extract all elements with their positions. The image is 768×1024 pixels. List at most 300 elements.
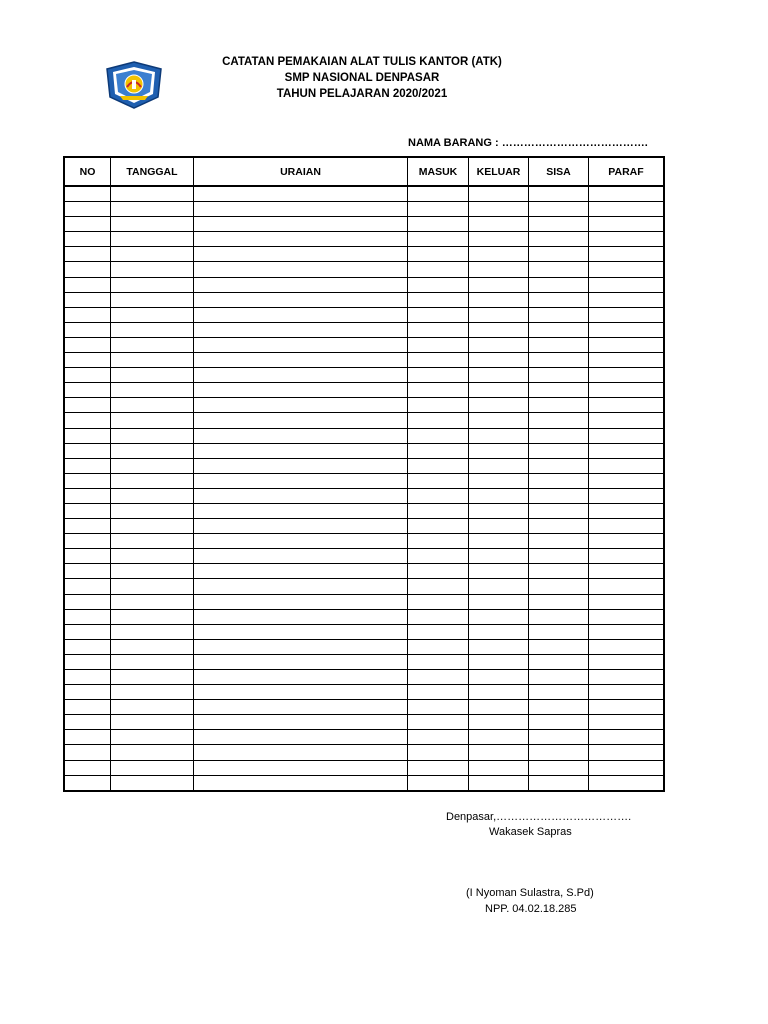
table-cell[interactable] [111,232,194,247]
table-cell[interactable] [65,700,111,715]
table-cell[interactable] [194,715,408,730]
table-cell[interactable] [408,398,469,413]
table-cell[interactable] [469,654,529,669]
table-cell[interactable] [469,745,529,760]
table-cell[interactable] [589,262,664,277]
table-cell[interactable] [589,292,664,307]
table-cell[interactable] [469,594,529,609]
table-row [65,715,664,730]
table-cell[interactable] [529,383,589,398]
table-cell[interactable] [529,458,589,473]
table-cell[interactable] [65,549,111,564]
table-cell[interactable] [408,232,469,247]
table-cell[interactable] [194,383,408,398]
table-cell[interactable] [529,579,589,594]
table-cell[interactable] [194,368,408,383]
table-cell[interactable] [529,353,589,368]
table-cell[interactable] [111,292,194,307]
table-cell[interactable] [65,730,111,745]
table-cell[interactable] [589,594,664,609]
table-cell[interactable] [408,654,469,669]
table-cell[interactable] [408,609,469,624]
table-cell[interactable] [469,458,529,473]
table-cell[interactable] [65,745,111,760]
signatory-name: (I Nyoman Sulastra, S.Pd) [466,887,594,899]
table-cell[interactable] [589,670,664,685]
table-cell[interactable] [469,534,529,549]
table-cell[interactable] [65,337,111,352]
table-cell[interactable] [408,368,469,383]
table-cell[interactable] [111,277,194,292]
table-cell[interactable] [589,368,664,383]
table-cell[interactable] [65,458,111,473]
table-cell[interactable] [111,775,194,790]
table-cell[interactable] [529,639,589,654]
table-cell[interactable] [111,745,194,760]
table-cell[interactable] [65,217,111,232]
table-cell[interactable] [65,322,111,337]
table-cell[interactable] [589,322,664,337]
table-cell[interactable] [111,519,194,534]
table-cell[interactable] [469,519,529,534]
table-cell[interactable] [589,760,664,775]
table-cell[interactable] [65,519,111,534]
table-cell[interactable] [111,594,194,609]
table-cell[interactable] [111,700,194,715]
column-header-no: NO [65,158,111,187]
table-cell[interactable] [408,277,469,292]
table-cell[interactable] [65,609,111,624]
table-cell[interactable] [408,730,469,745]
table-cell[interactable] [469,473,529,488]
table-cell[interactable] [469,232,529,247]
table-cell[interactable] [469,368,529,383]
table-cell[interactable] [65,277,111,292]
table-cell[interactable] [111,217,194,232]
table-cell[interactable] [194,760,408,775]
table-cell[interactable] [589,715,664,730]
table-cell[interactable] [589,609,664,624]
table-cell[interactable] [408,337,469,352]
table-cell[interactable] [408,443,469,458]
table-cell[interactable] [529,337,589,352]
table-cell[interactable] [589,639,664,654]
table-cell[interactable] [469,488,529,503]
table-cell[interactable] [469,443,529,458]
table-cell[interactable] [408,579,469,594]
table-cell[interactable] [408,383,469,398]
table-cell[interactable] [65,503,111,518]
table-cell[interactable] [529,247,589,262]
table-row [65,519,664,534]
table-cell[interactable] [65,639,111,654]
table-cell[interactable] [469,337,529,352]
table-cell[interactable] [469,609,529,624]
table-cell[interactable] [111,503,194,518]
table-cell[interactable] [469,428,529,443]
table-cell[interactable] [529,670,589,685]
table-cell[interactable] [529,503,589,518]
table-cell[interactable] [589,398,664,413]
table-cell[interactable] [194,202,408,217]
table-row [65,277,664,292]
table-cell[interactable] [111,624,194,639]
table-cell[interactable] [529,232,589,247]
table-cell[interactable] [194,458,408,473]
table-cell[interactable] [65,624,111,639]
table-cell[interactable] [589,654,664,669]
table-cell[interactable] [589,503,664,518]
table-cell[interactable] [111,398,194,413]
table-cell[interactable] [111,428,194,443]
table-cell[interactable] [469,685,529,700]
table-cell[interactable] [529,186,589,202]
table-cell[interactable] [194,232,408,247]
table-cell[interactable] [529,700,589,715]
table-cell[interactable] [111,549,194,564]
table-cell[interactable] [529,413,589,428]
table-cell[interactable] [589,202,664,217]
table-cell[interactable] [194,503,408,518]
table-cell[interactable] [529,594,589,609]
table-cell[interactable] [469,262,529,277]
table-cell[interactable] [111,353,194,368]
table-cell[interactable] [469,700,529,715]
table-cell[interactable] [194,519,408,534]
table-cell[interactable] [589,383,664,398]
table-cell[interactable] [111,473,194,488]
table-cell[interactable] [469,353,529,368]
table-cell[interactable] [111,413,194,428]
table-cell[interactable] [111,443,194,458]
table-row [65,685,664,700]
table-cell[interactable] [194,609,408,624]
table-cell[interactable] [469,670,529,685]
table-cell[interactable] [408,503,469,518]
table-cell[interactable] [65,760,111,775]
table-cell[interactable] [408,639,469,654]
table-cell[interactable] [65,247,111,262]
table-cell[interactable] [469,307,529,322]
column-header-masuk: MASUK [408,158,469,187]
table-cell[interactable] [408,322,469,337]
table-cell[interactable] [408,775,469,790]
table-cell[interactable] [194,398,408,413]
table-cell[interactable] [194,443,408,458]
table-cell[interactable] [469,413,529,428]
table-cell[interactable] [408,202,469,217]
table-cell[interactable] [194,700,408,715]
table-cell[interactable] [408,670,469,685]
table-cell[interactable] [65,383,111,398]
table-cell[interactable] [529,488,589,503]
table-cell[interactable] [589,549,664,564]
table-cell[interactable] [408,624,469,639]
table-cell[interactable] [194,337,408,352]
table-cell[interactable] [589,579,664,594]
table-cell[interactable] [65,775,111,790]
table-cell[interactable] [529,398,589,413]
table-cell[interactable] [589,519,664,534]
table-cell[interactable] [469,398,529,413]
table-cell[interactable] [408,534,469,549]
table-cell[interactable] [65,654,111,669]
table-cell[interactable] [194,775,408,790]
table-cell[interactable] [194,624,408,639]
table-cell[interactable] [408,186,469,202]
table-cell[interactable] [111,368,194,383]
table-cell[interactable] [111,670,194,685]
table-cell[interactable] [194,307,408,322]
table-cell[interactable] [111,609,194,624]
table-cell[interactable] [529,534,589,549]
table-cell[interactable] [469,579,529,594]
academic-year: TAHUN PELAJARAN 2020/2021 [276,88,448,100]
table-cell[interactable] [194,473,408,488]
table-cell[interactable] [65,186,111,202]
table-cell[interactable] [111,654,194,669]
table-cell[interactable] [194,353,408,368]
table-cell[interactable] [111,458,194,473]
table-cell[interactable] [408,745,469,760]
table-cell[interactable] [469,292,529,307]
table-cell[interactable] [529,624,589,639]
table-row [65,549,664,564]
table-cell[interactable] [194,730,408,745]
table-cell[interactable] [194,594,408,609]
table-cell[interactable] [529,307,589,322]
table-cell[interactable] [408,473,469,488]
table-cell[interactable] [194,428,408,443]
table-cell[interactable] [529,549,589,564]
table-cell[interactable] [529,715,589,730]
table-cell[interactable] [111,247,194,262]
table-cell[interactable] [65,488,111,503]
table-cell[interactable] [589,428,664,443]
table-row [65,217,664,232]
table-cell[interactable] [408,292,469,307]
table-cell[interactable] [529,202,589,217]
table-cell[interactable] [469,639,529,654]
table-cell[interactable] [111,322,194,337]
table-cell[interactable] [65,579,111,594]
table-cell[interactable] [408,549,469,564]
table-cell[interactable] [408,594,469,609]
table-cell[interactable] [111,186,194,202]
table-cell[interactable] [529,262,589,277]
table-cell[interactable] [111,685,194,700]
table-cell[interactable] [111,639,194,654]
table-cell[interactable] [194,549,408,564]
table-cell[interactable] [469,775,529,790]
table-cell[interactable] [408,247,469,262]
table-cell[interactable] [589,458,664,473]
table-cell[interactable] [194,670,408,685]
table-cell[interactable] [469,383,529,398]
table-cell[interactable] [589,443,664,458]
table-cell[interactable] [589,353,664,368]
table-cell[interactable] [529,277,589,292]
table-cell[interactable] [469,564,529,579]
table-cell[interactable] [194,292,408,307]
table-cell[interactable] [589,624,664,639]
table-cell[interactable] [589,217,664,232]
table-cell[interactable] [194,488,408,503]
table-cell[interactable] [469,247,529,262]
table-cell[interactable] [65,232,111,247]
table-row [65,383,664,398]
table-cell[interactable] [408,217,469,232]
table-row [65,760,664,775]
table-cell[interactable] [469,715,529,730]
table-cell[interactable] [65,564,111,579]
column-header-keluar: KELUAR [469,158,529,187]
table-cell[interactable] [111,262,194,277]
table-cell[interactable] [529,654,589,669]
table-cell[interactable] [408,262,469,277]
table-cell[interactable] [408,519,469,534]
table-cell[interactable] [469,217,529,232]
table-cell[interactable] [65,670,111,685]
table-cell[interactable] [408,428,469,443]
table-cell[interactable] [408,353,469,368]
table-cell[interactable] [194,262,408,277]
table-cell[interactable] [589,564,664,579]
table-row [65,458,664,473]
table-cell[interactable] [469,730,529,745]
table-cell[interactable] [194,639,408,654]
table-cell[interactable] [111,488,194,503]
table-cell[interactable] [194,247,408,262]
table-cell[interactable] [111,307,194,322]
table-cell[interactable] [589,247,664,262]
table-cell[interactable] [469,760,529,775]
table-cell[interactable] [65,685,111,700]
table-cell[interactable] [111,579,194,594]
table-row [65,398,664,413]
table-cell[interactable] [529,443,589,458]
table-cell[interactable] [194,186,408,202]
table-cell[interactable] [408,458,469,473]
table-cell[interactable] [529,519,589,534]
table-cell[interactable] [408,700,469,715]
table-cell[interactable] [469,277,529,292]
table-cell[interactable] [529,745,589,760]
table-cell[interactable] [408,760,469,775]
table-cell[interactable] [194,277,408,292]
table-cell[interactable] [194,579,408,594]
table-cell[interactable] [589,337,664,352]
table-cell[interactable] [529,775,589,790]
table-cell[interactable] [529,760,589,775]
table-cell[interactable] [408,685,469,700]
table-cell[interactable] [408,413,469,428]
table-cell[interactable] [589,307,664,322]
table-cell[interactable] [111,383,194,398]
table-cell[interactable] [111,715,194,730]
table-cell[interactable] [408,715,469,730]
table-cell[interactable] [65,262,111,277]
table-cell[interactable] [111,202,194,217]
table-cell[interactable] [408,564,469,579]
table-cell[interactable] [589,232,664,247]
table-cell[interactable] [469,549,529,564]
table-cell[interactable] [529,564,589,579]
table-cell[interactable] [469,503,529,518]
table-cell[interactable] [469,322,529,337]
table-cell[interactable] [529,685,589,700]
table-cell[interactable] [65,473,111,488]
table-row [65,368,664,383]
table-cell[interactable] [589,277,664,292]
table-cell[interactable] [529,609,589,624]
table-cell[interactable] [194,217,408,232]
column-header-sisa: SISA [529,158,589,187]
table-cell[interactable] [65,292,111,307]
table-cell[interactable] [65,428,111,443]
table-cell[interactable] [65,307,111,322]
table-cell[interactable] [194,322,408,337]
table-cell[interactable] [589,488,664,503]
table-cell[interactable] [529,428,589,443]
table-cell[interactable] [589,775,664,790]
table-cell[interactable] [194,534,408,549]
table-cell[interactable] [65,443,111,458]
table-cell[interactable] [65,715,111,730]
table-cell[interactable] [194,685,408,700]
table-cell[interactable] [111,730,194,745]
table-row [65,262,664,277]
table-cell[interactable] [469,624,529,639]
table-cell[interactable] [65,368,111,383]
table-cell[interactable] [469,186,529,202]
table-cell[interactable] [65,534,111,549]
table-cell[interactable] [529,217,589,232]
table-cell[interactable] [589,685,664,700]
table-cell[interactable] [111,760,194,775]
table-cell[interactable] [589,473,664,488]
table-cell[interactable] [529,292,589,307]
table-cell[interactable] [589,730,664,745]
table-cell[interactable] [529,730,589,745]
table-cell[interactable] [529,322,589,337]
table-cell[interactable] [194,654,408,669]
table-cell[interactable] [589,413,664,428]
table-cell[interactable] [589,745,664,760]
table-cell[interactable] [529,473,589,488]
table-cell[interactable] [65,594,111,609]
table-cell[interactable] [65,202,111,217]
table-cell[interactable] [408,307,469,322]
table-cell[interactable] [111,534,194,549]
table-cell[interactable] [65,413,111,428]
table-cell[interactable] [589,186,664,202]
table-cell[interactable] [529,368,589,383]
table-cell[interactable] [111,564,194,579]
table-cell[interactable] [589,534,664,549]
table-cell[interactable] [194,564,408,579]
table-cell[interactable] [589,700,664,715]
table-cell[interactable] [194,745,408,760]
table-row [65,322,664,337]
atk-usage-table [64,157,664,791]
table-cell[interactable] [194,413,408,428]
table-cell[interactable] [65,398,111,413]
table-cell[interactable] [408,488,469,503]
table-cell[interactable] [111,337,194,352]
table-cell[interactable] [469,202,529,217]
table-cell[interactable] [65,353,111,368]
